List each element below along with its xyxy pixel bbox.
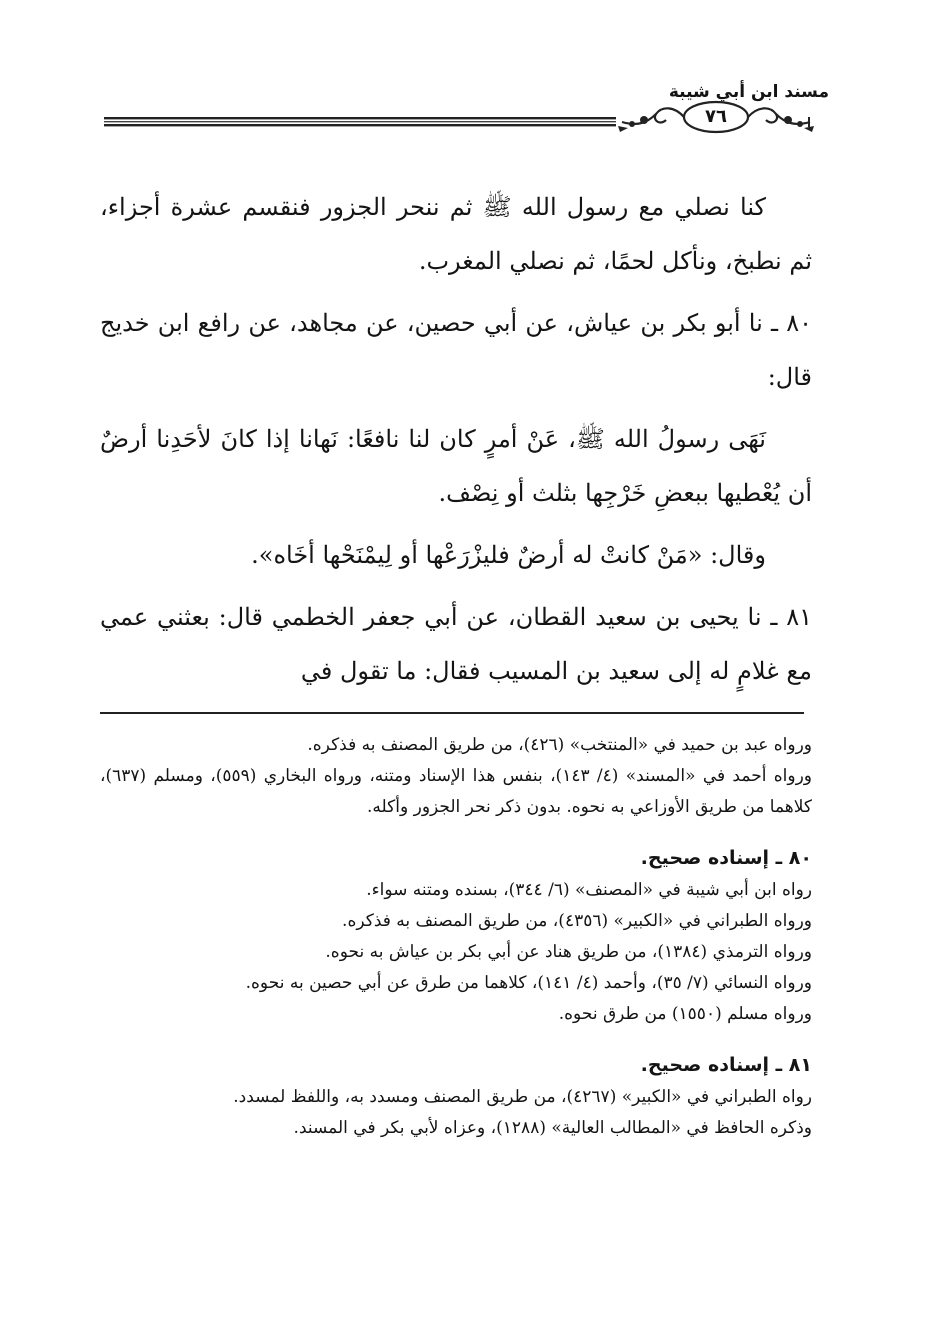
footnote-heading-80: ٨٠ ـ إسناده صحيح.: [640, 847, 812, 869]
footnote-line: رواه الطبراني في «الكبير» (٤٢٦٧)، من طريق المصنف ومسدد به، واللفظ لمسدد.: [233, 1087, 812, 1107]
header-rule-right: [808, 117, 810, 127]
footnotes: [100, 730, 812, 1144]
footnote-separator: [100, 712, 804, 714]
hadith-80-text: نَهَى رسولُ الله ﷺ، عَنْ أمرٍ كان لنا نافعًا: نَهانا إذا كانَ لأحَدِنا أرضٌ أن يُعْطيها ببعضِ خَرْجِها بثلث أو نِصْف.: [100, 425, 812, 507]
footnote-heading-81: ٨١ ـ إسناده صحيح.: [640, 1054, 812, 1076]
hadith-81-isnad: ٨١ ـ نا يحيى بن سعيد القطان، عن أبي جعفر الخطمي قال: بعثني عمي مع غلامٍ له إلى سعيد بن المسيب فقال: ما تقول في: [100, 603, 812, 685]
header-rule: [104, 117, 616, 127]
footnote-line: وذكره الحافظ في «المطالب العالية» (١٢٨٨)، وعزاه لأبي بكر في المسند.: [293, 1118, 812, 1138]
hadith-80-isnad: ٨٠ ـ نا أبو بكر بن عياش، عن أبي حصين، عن مجاهد، عن رافع ابن خديج قال:: [100, 309, 812, 391]
footnote-line: رواه ابن أبي شيبة في «المصنف» (٦/ ٣٤٤)، بسنده ومتنه سواء.: [366, 880, 812, 900]
footnote-line: ورواه النسائي (٧/ ٣٥)، وأحمد (٤/ ١٤١)، كلاهما من طرق عن أبي حصين به نحوه.: [245, 973, 812, 993]
running-title: مسند ابن أبي شيبة: [668, 82, 829, 102]
footnote-line: ورواه مسلم (١٥٥٠) من طرق نحوه.: [558, 1004, 812, 1024]
footnote-line: ورواه الطبراني في «الكبير» (٤٣٥٦)، من طريق المصنف به فذكره.: [342, 911, 812, 931]
paragraph-continuation: كنا نصلي مع رسول الله ﷺ ثم ننحر الجزور فنقسم عشرة أجزاء، ثم نطبخ، ونأكل لحمًا، ثم نصلي المغرب.: [100, 193, 812, 275]
main-text: [100, 180, 812, 698]
page-number: ٧٦: [705, 106, 727, 127]
footnote-line: ورواه عبد بن حميد في «المنتخب» (٤٢٦)، من طريق المصنف به فذكره.: [307, 735, 812, 755]
footnote-line: ورواه الترمذي (١٣٨٤)، من طريق هناد عن أبي بكر بن عياش به نحوه.: [325, 942, 812, 962]
hadith-80-quote: وقال: «مَنْ كانتْ له أرضٌ فليزْرَعْها أو لِيمْنَحْها أخَاه».: [251, 541, 766, 569]
footnote-line: ورواه أحمد في «المسند» (٤/ ١٤٣)، بنفس هذا الإسناد ومتنه، ورواه البخاري (٥٥٩)، ومسلم (٦٣٧)، كلاهما من طريق الأوزاعي به نحوه. بدون ذكر نحر الجزور وأكله.: [100, 766, 812, 817]
